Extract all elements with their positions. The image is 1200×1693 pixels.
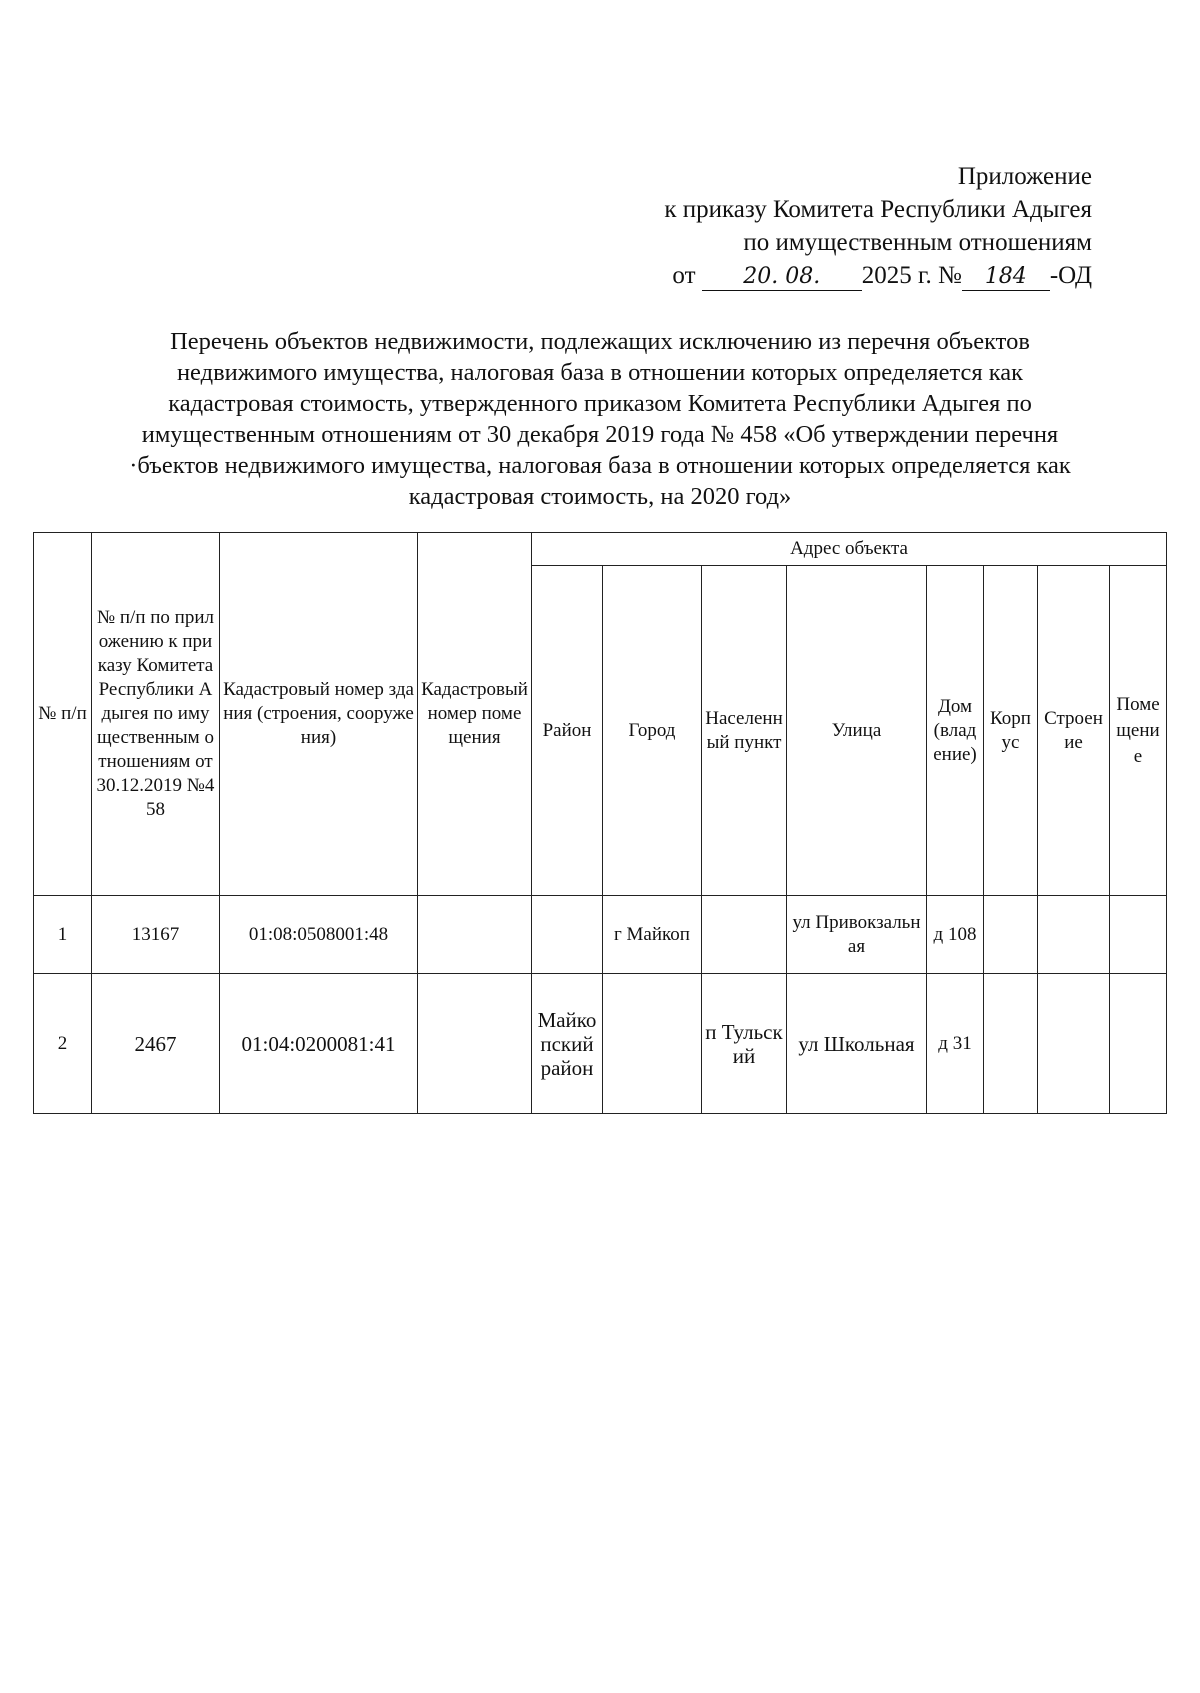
header-settlement: Населенный пункт [702,566,787,896]
header-korpus: Корпус [984,566,1038,896]
property-table [33,532,1167,1114]
header-street: Улица [787,566,927,896]
cell-house: д 31 [927,974,984,1114]
header-building: Строение [1038,566,1110,896]
appendix-line-3: по имущественным отношениям [743,229,1092,256]
document-title [80,326,1120,512]
cell-num: 1 [34,896,92,974]
cell-house: д 108 [927,896,984,974]
cell-district: Майкопский район [532,974,603,1114]
handwritten-date: 20. 08. [702,264,862,291]
cell-cad-building: 01:08:0508001:48 [220,896,418,974]
cell-settlement: п Тульский [702,974,787,1114]
cell-cad-room [418,974,532,1114]
title-line: ·бъектов недвижимого имущества, налоговая база в отношении которых определяется как [129,452,1071,479]
header-city: Город [603,566,702,896]
cell-prev-num: 2467 [92,974,220,1114]
cell-street: ул Школьная [787,974,927,1114]
cell-cad-building: 01:04:0200081:41 [220,974,418,1114]
cell-settlement [702,896,787,974]
title-line: Перечень объектов недвижимости, подлежащих исключению из перечня объектов [170,328,1030,355]
cell-street: ул Привокзальная [787,896,927,974]
title-line: недвижимого имущества, налоговая база в отношении которых определяется как [176,359,1024,386]
table-row [34,974,1167,1114]
title-line: кадастровая стоимость, утвержденного приказом Комитета Республики Адыгея по [168,390,1032,417]
header-prev-num: № п/п по приложению к приказу Комитета Республики Адыгея по имущественным отношениям от 30.12.2019 №458 [92,533,220,896]
header-room: Помещение [1110,566,1167,896]
handwritten-order-number: 184 [962,264,1050,291]
cell-city [603,974,702,1114]
cell-korpus [984,896,1038,974]
cell-korpus [984,974,1038,1114]
title-line: кадастровая стоимость, на 2020 год» [408,483,792,510]
cell-district [532,896,603,974]
cell-city: г Майкоп [603,896,702,974]
appendix-line-2: к приказу Комитета Республики Адыгея [664,196,1092,223]
order-number-suffix: -ОД [1049,262,1092,289]
cell-room [1110,896,1167,974]
date-prefix: от [672,262,696,289]
cell-prev-num: 13167 [92,896,220,974]
cell-building [1038,974,1110,1114]
appendix-line-1: Приложение [957,163,1092,190]
header-house: Дом (владение) [927,566,984,896]
cell-cad-room [418,896,532,974]
appendix-header [664,160,1092,292]
order-year: 2025 г. № [861,262,962,289]
header-cad-room: Кадастровый номер помещения [418,533,532,896]
table-header-row [34,533,1167,566]
appendix-date-line [664,259,1092,292]
header-num: № п/п [34,533,92,896]
cell-building [1038,896,1110,974]
title-line: имущественным отношениям от 30 декабря 2019 года № 458 «Об утверждении перечня [141,421,1059,448]
header-cad-building: Кадастровый номер здания (строения, сооружения) [220,533,418,896]
table-row [34,896,1167,974]
header-address-group: Адрес объекта [532,533,1167,566]
cell-room [1110,974,1167,1114]
header-district: Район [532,566,603,896]
cell-num: 2 [34,974,92,1114]
